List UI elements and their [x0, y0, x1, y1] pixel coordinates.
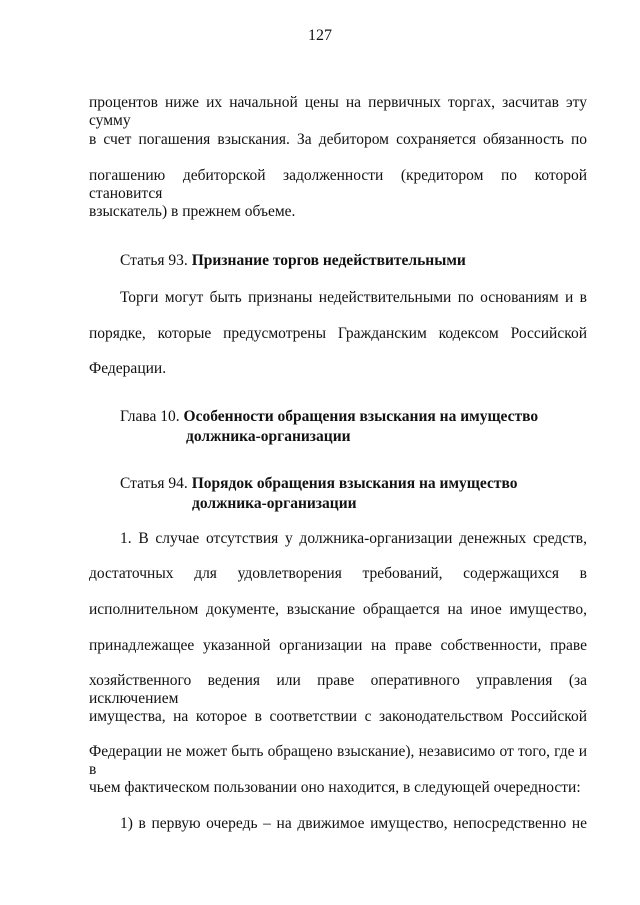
article-93-title: Признание торгов недействительными — [191, 252, 466, 269]
article-94-title-continued: должника-организации — [192, 495, 357, 512]
paragraph-line: 1. В случае отсутствия у должника-организации денежных средств, — [120, 530, 587, 547]
article-93-heading — [120, 252, 466, 270]
paragraph-line: принадлежащее указанной организации на праве собственности, праве — [89, 637, 587, 654]
paragraph-line: Федерации не может быть обращено взыскание), независимо от того, где и в — [89, 743, 587, 778]
paragraph-line: процентов ниже их начальной цены на первичных торгах, засчитав эту сумму — [89, 94, 587, 129]
chapter-10-prefix: Глава 10. — [120, 408, 180, 425]
paragraph-line: исполнительном документе, взыскание обращается на иное имущество, — [89, 601, 587, 618]
paragraph-line: Федерации. — [89, 360, 167, 377]
chapter-10-title: Особенности обращения взыскания на имущество — [183, 408, 539, 425]
paragraph-line: порядке, которые предусмотрены Гражданским кодексом Российской — [89, 325, 587, 342]
article-94-title: Порядок обращения взыскания на имущество — [191, 475, 518, 492]
paragraph-line: чьем фактическом пользовании оно находится, в следующей очередности: — [89, 779, 581, 796]
chapter-10-heading — [120, 408, 538, 426]
chapter-10-title-continued: должника-организации — [186, 428, 351, 445]
paragraph-line: 1) в первую очередь – на движимое имущество, непосредственно не — [120, 815, 587, 832]
paragraph-line: погашению дебиторской задолженности (кредитором по которой становится — [89, 167, 587, 202]
article-94-heading — [120, 475, 517, 493]
paragraph-line: достаточных для удовлетворения требований, содержащихся в — [89, 565, 587, 582]
article-93-prefix: Статья 93. — [120, 252, 188, 269]
page-number: 127 — [308, 27, 332, 44]
paragraph-line: Торги могут быть признаны недействительными по основаниям и в — [120, 289, 587, 306]
paragraph-line: имущества, на которое в соответствии с законодательством Российской — [89, 708, 587, 725]
paragraph-line: взыскатель) в прежнем объеме. — [89, 203, 296, 220]
paragraph-line: в счет погашения взыскания. За дебитором сохраняется обязанность по — [89, 131, 587, 148]
paragraph-line: хозяйственного ведения или праве оперативного управления (за исключением — [89, 672, 587, 707]
article-94-prefix: Статья 94. — [120, 475, 188, 492]
